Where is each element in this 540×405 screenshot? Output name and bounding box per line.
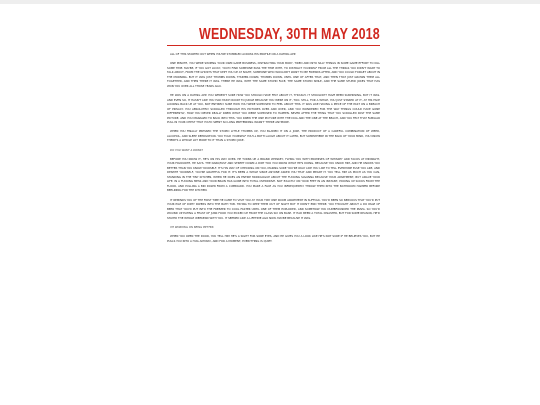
article-paragraph: BEFORE YOU KNOW IT, HE'S ON HIS WAY OVER. HE TURNS UP A BRAND WHISKEY, FLYING YOU WITH PROMISES OF WHISKEY AND TACOS AT MIDNIGHT, YOUR FAVOURITE, HE SAYS. THE DARK/FAST AND STREET DOWN A DIRT TOO YOU KNOW WHAT HE'S DOING, BECAUSE YOU KNOW HIM, AND HE KNOWS YOU BETTER THAN YOU KNOW YOURSELF. IT'S HIS WAY OF CHECKING ON YOU, MAKING SURE YOU'RE OKAY LIKE YOU LIKE TO TELL EVERYONE ELSE YOU ARE, AND DESPITE YOURSELF, YOU'RE GRATEFUL FOR IT. IT'S BEEN A WHILE SINCE ANYONE ASKED YOU THAT AND MEANT IT. YOU TELL HIM AS MUCH AS YOU CAN, STANDING IN THE TINY KITCHEN, WHEN HE DOES AN ENTIRE MONOLOGUE ABOUT THE FUCKING SAVANNA BECAUSE YOUR APARTMENT, BUT ARGUE YOUR LIFE. IN A FUCKING MESS AND YOUR BRAIN HAS GONE INTO TOTAL OVERDRIVE. NOT EXACTLY ON YOUR FEET IN AN INSTANT, PICKING UP SOCKS FROM THE FLOOR, AND PULLING A BIN DOWN FROM A CUPBOARD. YOU MAKE A FACE AS YOU INFREQUENTLY THROW THEM INTO THE BATHROOM HAMPER BEFORE BEELINING FOR THE KITCHEN. (167, 156, 380, 193)
article-quote: I'M WORKING ON BEING BETTER. (170, 225, 215, 230)
article-paragraph: IT REMINDS YOU OF THE FIRST TIME HE CAME TO VISIT YOU AT YOUR TINY ONE ROOM APARTMENT IN SUFFOLK. YOU'D BEEN SO NERVOUS THAT YOU'D PUT YOUR PILE OF DIRTY PAPERS INTO THE BATH TUB. TRYING TO KEEP THEM OUT OF SIGHT BUT IT DIDN'T END THERE. YOU THOUGHT ABOUT A DO PAGE OF BEER THAT YOU'D PUT INTO THE FREEZER TO COOL FASTER UNTIL ONE OF THEM EXPLODED, AND SOMEHOW YOU DUMBFOUNDED THE PIZZA. SO YOU'D WOUND UP EATING A FEAST OF JUNK FOOD YOU PICKED UP FROM THE CLASS SIX ON BASE. IT HAD BEEN A TOTAL DISASTER, BUT FOR SOME REASON, HE'D STAYED THE WHOLE WEEKEND WITH YOU. IT SEEMED LIKE A LIFETIME AGO NOW. MAYBE BECAUSE IT WAS. (167, 197, 380, 220)
date-underline (167, 45, 380, 46)
article-paragraph: ALL OF THIS STARTED OUT WHEN YOU'RE STUMBLED ACROSS HIS PROFILE ON A DATING APP. (170, 52, 296, 56)
article-body (167, 52, 380, 362)
article-paragraph: ONE MINUTE, YOU WERE SWIPING YOUR OWN GAME BUSINESS, DISTRACTING YOUR BODY, TIRED AND INTO SILLY THINGS IN SOME GAME EFFORT TO KILL SOME TIME. MAYBE, IF YOU GOT LUCKY, YOU'D FIND SOMEONE PASS THE TIME WITH, TO DISTRACT YOURSELF FROM ALL THE THINGS YOU DIDN'T WANT TO TALK ABOUT, FROM THE GHOSTS THAT KEPT YOU UP AT NIGHT, SOMEONE WHO WOULDN'T WANT TO BE FRIENDS AFTER, AND YOU COULD FORGET ABOUT IN THE MORNING. BUT IT WAS JUST THUMBS DOWN, THUMBS DOWN, THUMBS DOWN, UNTIL ONE OF AFTER THAT, AND THEN THAT JUST GROWN THEM ALL TOGETHER, AND THEN THERE IT WAS. THERE HE WAS, WITH THE SAME STUPID FACE, THE SAME STUPID SMILE, AND THE SAME STUPID JOKES THAT HAS WON YOU OVER ALL THOSE YEARS AGO. (167, 61, 380, 88)
page-date-heading: WEDNESDAY, 30TH MAY 2018 (199, 26, 380, 43)
article-quote: DO YOU WANT A DRINK? (170, 147, 204, 152)
article-paragraph: WHEN YOU OPEN THE DOOR, YOU TELL HIM HE'S A SIGHT FOR SORE EYES, AND HE GIVES YOU A LOOK LIKE HE'S NOT SURE IF HE BELIEVES YOU, BUT HE PULLS YOU INTO A HUG ANYWAY, AND FOR A MOMENT, EVERYTHING IS QUIET. (167, 234, 380, 243)
article-paragraph: HE WAS ON A DATING APP. YOU WEREN'T SURE HOW YOU SHOULD HAVE FELT ABOUT IT, THOUGH. IT SHOULDN'T HAVE BEEN SURPRISING, BUT IT WAS. AND EVEN SO, IT HASN'T LIKE YOU HAD MUCH ROOM TO JUDGE BECAUSE YOU WERE ON IT, TOO. STILL, FOR A WHILE, YOU JUST STARED AT IT, AT HIS FACE LOOKING BACK UP AT YOU, NOT ENTIRELY SURE HOW YOU WERE SUPPOSED TO FEEL ABOUT THIS. IT WAS LIKE HAVING A PIECE OF THE PAST ON A BREACH OF PRIVACY. YOU ABSOLUTELY SCROLLED THROUGH HIS PICTURES OVER AND OVER, AND YOU WONDERED FOR THE WAY THINGS COULD HAVE GONE DIFFERENTLY, HOW YOU NEVER REALLY KNEW WHAT YOU WERE SUPPOSED TO HAPPEN. NEVER AFTER THE THING THAT YOU SCROLLED PAST THE SAME PICTURE, AND YOU MANAGED TO BACK INTO THIS. YOU KNEW THE ONE PICTURE WITH THE DOG AND THE ONE AT THE BEACH, AND YOU FELT THAT FAMILIAR PULL IN YOUR CHEST THAT YOU'D SPENT SO LONG PRETENDING WASN'T THERE ANYMORE. (167, 93, 380, 125)
top-border (0, 0, 540, 4)
article-paragraph: WHEN YOU FINALLY PRESSED THE STUPID LITTLE THUMBS UP, YOU BLAMED IT ON A JOKE, THE PRODUCT OF A CAREFUL COMBINATION OF WEED, ALCOHOL, AND SLEEP DEPRIVATION. YOU TOLD YOURSELF YOU'LL BOTH LAUGH ABOUT IT LATER, BUT SOMEWHERE IN THE BACK OF YOUR MIND, YOU KNOW THERE'S A WHOLE LOT MORE TO IT THAN A STUPID JOKE. (167, 129, 380, 143)
